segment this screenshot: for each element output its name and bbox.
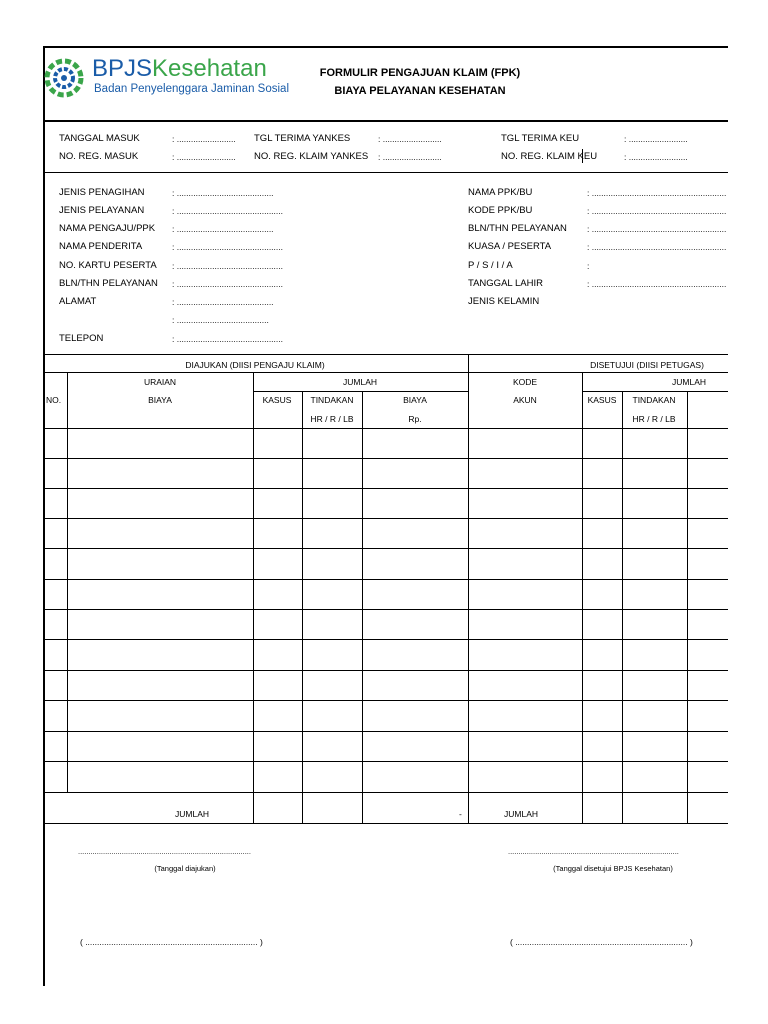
table-line bbox=[43, 792, 728, 793]
table-line bbox=[43, 372, 728, 373]
field-label: KODE PPK/BU bbox=[468, 205, 533, 216]
field-value[interactable]: : ......................................... bbox=[172, 224, 274, 234]
field-value[interactable]: : ............................................. bbox=[172, 261, 283, 271]
field-value[interactable]: : ............................................. bbox=[172, 242, 283, 252]
no-reg-masuk-label: NO. REG. MASUK bbox=[59, 151, 139, 162]
field-value[interactable]: : ............................................. bbox=[172, 334, 283, 344]
logo-brand-kesehatan: Kesehatan bbox=[152, 55, 267, 82]
table-line bbox=[43, 670, 728, 671]
field-label: NO. KARTU PESERTA bbox=[59, 260, 157, 271]
diajukan-header: DIAJUKAN (DIISI PENGAJU KLAIM) bbox=[185, 360, 325, 370]
jumlah-left-header: JUMLAH bbox=[342, 377, 378, 387]
logo-subtitle: Badan Penyelenggara Jaminan Sosial bbox=[94, 83, 289, 95]
field-value[interactable]: : ......................................................... bbox=[587, 242, 727, 252]
field-value[interactable]: : ......................................................... bbox=[587, 224, 727, 234]
table-line bbox=[43, 700, 728, 701]
kode-header: KODE bbox=[512, 377, 538, 387]
total-left-label: JUMLAH bbox=[174, 809, 210, 819]
tgl-terima-keu-label: TGL TERIMA KEU bbox=[501, 133, 580, 144]
table-line bbox=[43, 428, 728, 429]
biaya-header: BIAYA bbox=[403, 395, 427, 405]
table-line bbox=[67, 372, 68, 792]
table-line bbox=[362, 391, 363, 823]
table-bottom-border bbox=[43, 823, 728, 824]
date-approved-line[interactable]: .................................................................................. bbox=[508, 847, 679, 856]
bpjs-logo bbox=[44, 56, 289, 100]
uraian-header: URAIAN bbox=[143, 377, 177, 387]
table-line bbox=[43, 609, 728, 610]
field-label: TELEPON bbox=[59, 333, 104, 344]
field-value[interactable]: : ......................................... bbox=[172, 188, 274, 198]
kasus-right-header: KASUS bbox=[587, 395, 617, 405]
header-divider bbox=[43, 120, 728, 122]
reg-divider bbox=[43, 172, 728, 173]
field-value[interactable]: : bbox=[587, 261, 590, 271]
approver-signature-line[interactable]: ( ......................................................................... ) bbox=[510, 937, 693, 947]
text-cursor bbox=[582, 149, 583, 163]
field-label: P / S / I / A bbox=[468, 260, 513, 271]
date-submitted-line[interactable]: ................................................................................... bbox=[78, 847, 251, 856]
tgl-terima-yankes-label: TGL TERIMA YANKES bbox=[254, 133, 351, 144]
no-reg-masuk-field[interactable]: : ......................... bbox=[172, 152, 236, 162]
field-value[interactable]: : ....................................... bbox=[172, 315, 269, 325]
bpjs-logo-icon bbox=[44, 58, 84, 98]
table-line bbox=[43, 488, 728, 489]
date-submitted-caption: (Tanggal diajukan) bbox=[154, 864, 216, 873]
table-line bbox=[43, 639, 728, 640]
hr-r-lb-header: HR / R / LB bbox=[310, 414, 354, 424]
field-label: BLN/THN PELAYANAN bbox=[59, 278, 158, 289]
table-line bbox=[582, 391, 728, 392]
field-label: JENIS PELAYANAN bbox=[59, 205, 145, 216]
page-top-border bbox=[43, 46, 728, 48]
field-label: KUASA / PESERTA bbox=[468, 241, 552, 252]
table-line bbox=[43, 548, 728, 549]
table-line bbox=[43, 518, 728, 519]
tindakan-header: TINDAKAN bbox=[310, 395, 354, 405]
table-line bbox=[253, 372, 254, 823]
biaya-header-top: BIAYA bbox=[148, 395, 172, 405]
field-value[interactable]: : ......................................................... bbox=[587, 279, 727, 289]
table-line bbox=[622, 391, 623, 823]
table-line bbox=[468, 354, 469, 823]
field-value[interactable]: : ......................................................... bbox=[587, 188, 727, 198]
akun-header: AKUN bbox=[513, 395, 537, 405]
field-label: JENIS PENAGIHAN bbox=[59, 187, 145, 198]
no-header: NO. bbox=[46, 395, 62, 405]
date-approved-caption: (Tanggal disetujui BPJS Kesehatan) bbox=[553, 864, 673, 873]
field-label: ALAMAT bbox=[59, 296, 97, 307]
total-right-label: JUMLAH bbox=[503, 809, 539, 819]
form-title: FORMULIR PENGAJUAN KLAIM (FPK) bbox=[319, 67, 521, 79]
field-value[interactable]: : ......................................................... bbox=[587, 206, 727, 216]
field-label: NAMA PPK/BU bbox=[468, 187, 533, 198]
no-reg-klaim-keu-field[interactable]: : ......................... bbox=[624, 152, 688, 162]
kasus-header: KASUS bbox=[262, 395, 292, 405]
no-reg-klaim-yankes-field[interactable]: : ......................... bbox=[378, 152, 442, 162]
table-line bbox=[687, 391, 688, 823]
hr-r-lb-right-header: HR / R / LB bbox=[632, 414, 676, 424]
tanggal-masuk-field[interactable]: : ......................... bbox=[172, 134, 236, 144]
jumlah-right-header: JUMLAH bbox=[671, 377, 707, 387]
tgl-terima-yankes-field[interactable]: : ......................... bbox=[378, 134, 442, 144]
table-line bbox=[582, 372, 583, 823]
form-subtitle: BIAYA PELAYANAN KESEHATAN bbox=[334, 85, 506, 97]
table-line bbox=[43, 731, 728, 732]
no-reg-klaim-keu-label: NO. REG. KLAIM KEU bbox=[501, 151, 598, 162]
table-line bbox=[43, 579, 728, 580]
total-left-value: - bbox=[459, 809, 462, 819]
table-line bbox=[302, 391, 303, 823]
no-reg-klaim-yankes-label: NO. REG. KLAIM YANKES bbox=[254, 151, 369, 162]
field-label: NAMA PENDERITA bbox=[59, 241, 143, 252]
rp-header: Rp. bbox=[408, 414, 422, 424]
field-value[interactable]: : ......................................... bbox=[172, 297, 274, 307]
field-label: TANGGAL LAHIR bbox=[468, 278, 543, 289]
table-line bbox=[253, 391, 468, 392]
table-line bbox=[43, 761, 728, 762]
table-line bbox=[43, 458, 728, 459]
field-label: BLN/THN PELAYANAN bbox=[468, 223, 567, 234]
disetujui-header: DISETUJUI (DIISI PETUGAS) bbox=[590, 360, 704, 370]
page-left-border bbox=[43, 46, 45, 986]
field-label: JENIS KELAMIN bbox=[468, 296, 540, 307]
table-top-border bbox=[43, 354, 728, 355]
field-label: NAMA PENGAJU/PPK bbox=[59, 223, 156, 234]
field-value[interactable]: : ............................................. bbox=[172, 279, 283, 289]
field-value[interactable]: : ............................................. bbox=[172, 206, 283, 216]
tanggal-masuk-label: TANGGAL MASUK bbox=[59, 133, 140, 144]
tindakan-right-header: TINDAKAN bbox=[632, 395, 676, 405]
tgl-terima-keu-field[interactable]: : ......................... bbox=[624, 134, 688, 144]
submitter-signature-line[interactable]: ( ......................................................................... ) bbox=[80, 937, 263, 947]
logo-brand-bpjs: BPJS bbox=[92, 55, 153, 82]
